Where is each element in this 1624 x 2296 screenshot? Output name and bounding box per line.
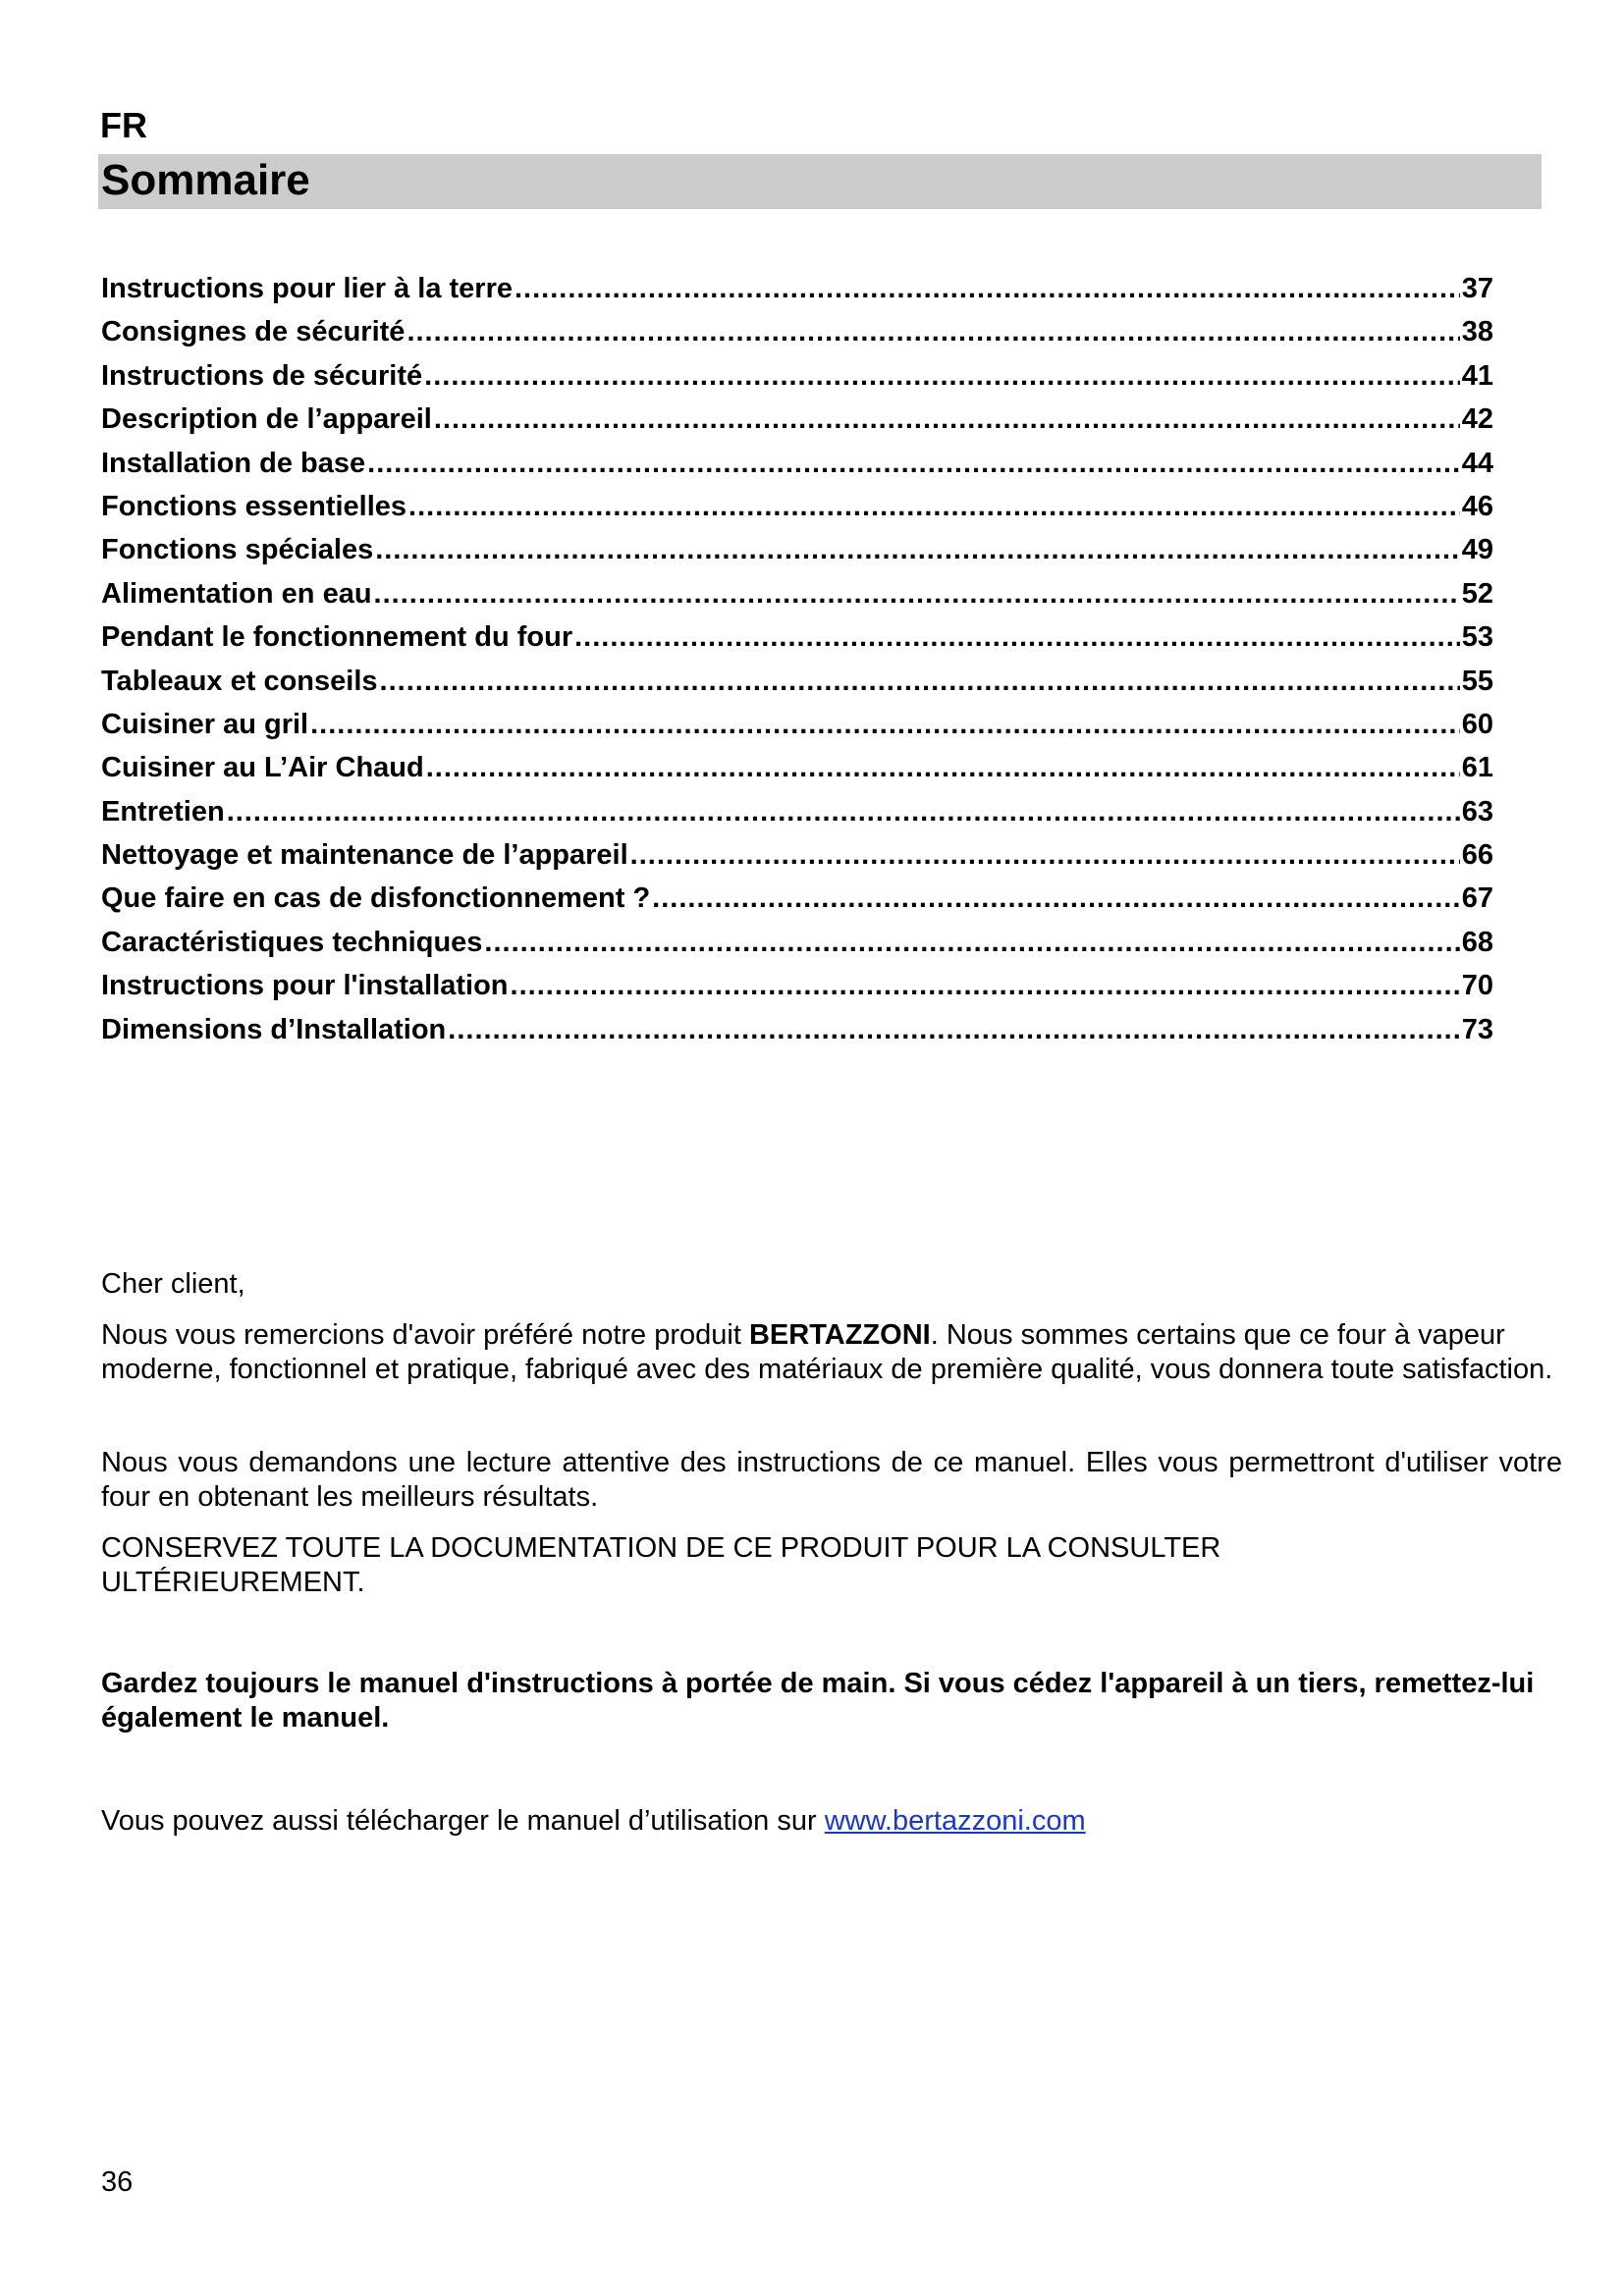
toc-dot-leader: [424, 354, 1460, 398]
toc-entry[interactable]: [101, 790, 1493, 833]
toc-dot-leader: [374, 572, 1460, 615]
toc-dot-leader: [511, 964, 1460, 1007]
toc-entry[interactable]: [101, 398, 1493, 441]
toc-entry-page: 61: [1461, 752, 1493, 784]
section-title-bar: [98, 154, 1542, 209]
toc-entry[interactable]: [101, 746, 1493, 789]
toc-entry-title: Nettoyage et maintenance de l’appareil: [101, 839, 628, 872]
toc-entry[interactable]: [101, 442, 1493, 485]
toc-entry-page: 67: [1461, 882, 1493, 915]
toc-entry-title: Instructions pour lier à la terre: [101, 273, 513, 304]
toc-entry[interactable]: [101, 660, 1493, 703]
toc-dot-leader: [630, 833, 1460, 877]
intro-paragraph-keep-documentation: CONSERVEZ TOUTE LA DOCUMENTATION DE CE PRODUIT POUR LA CONSULTER ULTÉRIEUREMENT.: [101, 1532, 1221, 1598]
toc-dot-leader: [227, 790, 1460, 833]
toc-dot-leader: [375, 528, 1460, 571]
brand-name: BERTAZZONI: [748, 1319, 931, 1351]
toc-dot-leader: [380, 660, 1460, 703]
toc-dot-leader: [484, 921, 1459, 964]
intro-paragraph-read-manual: Nous vous demandons une lecture attentive des instructions de ce manuel. Elles vous permettront d'utiliser votre four en obtenant les meilleurs résultats.: [101, 1447, 1562, 1513]
toc-entry-title: Instructions de sécurité: [101, 359, 423, 392]
toc-entry[interactable]: [101, 1008, 1493, 1051]
toc-entry-title: Que faire en cas de disfonctionnement ?: [101, 882, 651, 915]
intro-paragraph-thanks: [101, 1318, 1562, 1387]
toc-entry[interactable]: [101, 528, 1493, 571]
toc-entry-page: 53: [1461, 621, 1493, 654]
toc-entry-page: 38: [1461, 316, 1493, 348]
page-number: 36: [101, 2166, 134, 2198]
toc-dot-leader: [426, 746, 1460, 789]
toc-entry-page: 70: [1461, 970, 1493, 1002]
toc-dot-leader: [406, 310, 1459, 353]
toc-entry-page: 68: [1461, 926, 1493, 958]
toc-dot-leader: [652, 877, 1460, 920]
toc-entry-title: Instructions pour l'installation: [101, 970, 509, 1002]
toc-entry-title: Pendant le fonctionnement du four: [101, 621, 573, 654]
toc-entry[interactable]: [101, 703, 1493, 746]
toc-entry-title: Fonctions essentielles: [101, 490, 407, 522]
toc-dot-leader: [310, 703, 1460, 746]
toc-entry-page: 46: [1461, 490, 1493, 522]
toc-entry-page: 73: [1461, 1013, 1493, 1045]
toc-entry-title: Description de l’appareil: [101, 403, 432, 436]
toc-entry-page: 41: [1461, 359, 1493, 392]
download-text: Vous pouvez aussi télécharger le manuel d’utilisation sur: [101, 1805, 825, 1837]
thanks-text-continued: . Nous sommes certains que ce four à vapeur moderne, fonctionnel et pratique, fabriqué avec des matériaux de première qualité, vous donnera toute satisfaction.: [101, 1319, 1553, 1385]
download-notice: [101, 1804, 1562, 1839]
toc-entry[interactable]: [101, 310, 1493, 353]
toc-dot-leader: [408, 485, 1460, 528]
toc-entry[interactable]: [101, 964, 1493, 1007]
table-of-contents: [101, 267, 1493, 1051]
toc-entry[interactable]: [101, 615, 1493, 659]
toc-entry-page: 55: [1461, 665, 1493, 697]
toc-entry-title: Cuisiner au gril: [101, 708, 309, 740]
language-code: FR: [100, 105, 147, 145]
toc-entry[interactable]: [101, 833, 1493, 877]
toc-dot-leader: [367, 442, 1460, 485]
toc-entry-page: 60: [1461, 708, 1493, 740]
toc-entry-title: Caractéristiques techniques: [101, 926, 483, 958]
toc-entry-page: 37: [1461, 273, 1493, 304]
toc-entry[interactable]: [101, 267, 1493, 310]
toc-dot-leader: [434, 398, 1460, 441]
toc-entry-page: 49: [1461, 534, 1493, 566]
toc-dot-leader: [514, 267, 1460, 310]
toc-entry-page: 44: [1461, 447, 1493, 479]
website-link[interactable]: www.bertazzoni.com: [824, 1805, 1086, 1837]
thanks-text: Nous vous remercions d'avoir préféré notre produit: [101, 1319, 749, 1351]
toc-entry-title: Dimensions d’Installation: [101, 1013, 447, 1045]
toc-entry-title: Consignes de sécurité: [101, 316, 406, 348]
toc-entry[interactable]: [101, 877, 1493, 920]
toc-entry-page: 63: [1461, 795, 1493, 828]
toc-entry-title: Tableaux et conseils: [101, 665, 378, 697]
toc-entry-title: Installation de base: [101, 447, 366, 479]
toc-entry-page: 52: [1461, 577, 1493, 610]
toc-entry-page: 66: [1461, 839, 1493, 872]
toc-entry-page: 42: [1461, 403, 1493, 436]
toc-entry-title: Entretien: [101, 795, 225, 828]
toc-entry[interactable]: [101, 354, 1493, 398]
toc-dot-leader: [574, 615, 1460, 659]
toc-entry-title: Cuisiner au L’Air Chaud: [101, 752, 424, 784]
toc-entry-title: Alimentation en eau: [101, 577, 372, 610]
toc-entry[interactable]: [101, 921, 1493, 964]
toc-dot-leader: [448, 1008, 1459, 1051]
toc-entry[interactable]: [101, 572, 1493, 615]
keep-manual-notice: Gardez toujours le manuel d'instructions à portée de main. Si vous cédez l'appareil à un tiers, remettez-lui également le manuel.: [101, 1668, 1535, 1734]
greeting: Cher client,: [101, 1268, 245, 1300]
page-title: Sommaire: [101, 156, 310, 204]
toc-entry[interactable]: [101, 485, 1493, 528]
toc-entry-title: Fonctions spéciales: [101, 534, 374, 566]
